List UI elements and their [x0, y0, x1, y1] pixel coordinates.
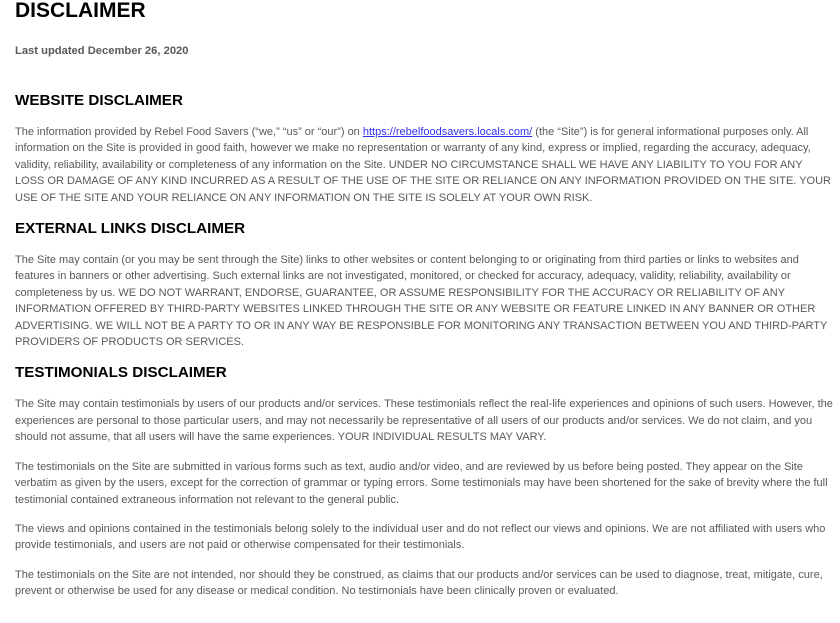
website-disclaimer-text-end: (the “Site”) is for general informational purposes only. All information on the Site is provided in good faith, however we make no representation or warranty of any kind, express or implied, regarding the accuracy, adequacy, validity, reliability, availability or completeness of any information on the Site. UNDER NO CIRCUMSTANCE SHALL WE HAVE ANY LIABILITY TO YOU FOR ANY LOSS OR DAMAGE OF ANY KIND INCURRED AS A RESULT OF THE USE OF THE SITE OR RELIANCE ON ANY INFORMATION PROVIDED ON THE SITE. YOUR USE OF THE SITE AND YOUR RELIANCE ON ANY INFORMATION ON THE SITE IS SOLELY AT YOUR OWN RISK. [15, 126, 831, 204]
page-title: DISCLAIMER [15, 0, 146, 22]
website-disclaimer-heading: WEBSITE DISCLAIMER [15, 92, 183, 109]
testimonials-paragraph-3: The views and opinions contained in the testimonials belong solely to the individual user and do not reflect our views and opinions. We are not affiliated with users who provide testimonials, and users are not paid or otherwise compensated for their testimonials. [15, 522, 826, 552]
external-links-disclaimer-heading: EXTERNAL LINKS DISCLAIMER [15, 220, 246, 238]
last-updated-date: Last updated December 26, 2020 [15, 45, 189, 57]
testimonials-paragraph-4: The testimonials on the Site are not intended, nor should they be construed, as claims that our products and/or services can be used to diagnose, treat, mitigate, cure, prevent or otherwise be used for any disease or medical condition. No testimonials have been clinically proven or evaluated. [15, 568, 823, 598]
disclaimer-document [15, 0, 833, 600]
external-links-disclaimer-paragraph: The Site may contain (or you may be sent through the Site) links to other websites or content belonging to or originating from third parties or links to websites and features in banners or other advertising. Such external links are not investigated, monitored, or checked for accuracy, adequacy, validity, reliability, availability or completeness by us. WE DO NOT WARRANT, ENDORSE, GUARANTEE, OR ASSUME RESPONSIBILITY FOR THE ACCURACY OR RELIABILITY OF ANY INFORMATION OFFERED BY THIRD-PARTY WEBSITES LINKED THROUGH THE SITE OR ANY WEBSITE OR FEATURE LINKED IN ANY BANNER OR OTHER ADVERTISING. WE WILL NOT BE A PARTY TO OR IN ANY WAY BE RESPONSIBLE FOR MONITORING ANY TRANSACTION BETWEEN YOU AND THIRD-PARTY PROVIDERS OF PRODUCTS OR SERVICES. [15, 254, 828, 349]
testimonials-paragraph-2: The testimonials on the Site are submitted in various forms such as text, audio and/or video, and are reviewed by us before being posted. They appear on the Site verbatim as given by the users, except for the correction of grammar or typing errors. Some testimonials may have been shortened for the sake of brevity where the full testimonial contained extraneous information not relevant to the general public. [15, 460, 828, 506]
website-disclaimer-paragraph [15, 124, 833, 206]
website-disclaimer-text-start: The information provided by Rebel Food Savers (“we,” “us” or “our”) on [15, 126, 363, 138]
testimonials-disclaimer-heading: TESTIMONIALS DISCLAIMER [15, 364, 227, 382]
site-url-link[interactable]: https://rebelfoodsavers.locals.com/ [362, 126, 533, 138]
testimonials-paragraph-1: The Site may contain testimonials by users of our products and/or services. These testimonials reflect the real-life experiences and opinions of such users. However, the experiences are personal to those particular users, and may not necessarily be representative of all users of our products and/or services. We do not claim, and you should not assume, that all users will have the same experiences. YOUR INDIVIDUAL RESULTS MAY VARY. [15, 398, 833, 444]
